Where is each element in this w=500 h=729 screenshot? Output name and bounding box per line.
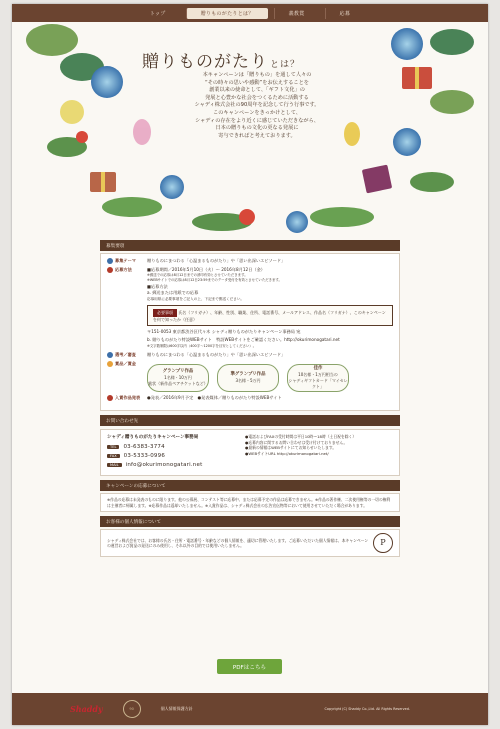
theme-label: 募集テーマ [115, 258, 136, 263]
apply-period-note: ※WEBサイトでの応募は8月12日23:59までのデータ受付を有効とさせていただきます。 [147, 277, 282, 282]
theme-label-wrap [107, 258, 147, 264]
award-count: 10名様・1万円相当の [298, 372, 338, 378]
contact-fax [107, 453, 237, 459]
campaign-notes-heading: キャンペーンの応募について [100, 480, 400, 491]
apply-method-b-note: ※文字数制限は600字以内（400字〜1200字を目安としてください）。 [147, 344, 257, 349]
award-extra: シャディギフトカード「マイセレクト」 [288, 378, 348, 390]
theme-value: 贈りものにまつわる「心温まるものがたり」や「思い出深いエピソード」 [147, 258, 286, 263]
required-items-tag: 必要事項 [153, 309, 177, 317]
shaddy-logo[interactable]: Shaddy [70, 704, 103, 714]
privacy-policy-link[interactable]: 個人情報保護方針 [160, 706, 193, 711]
apply-method-title: ■応募方法 [147, 284, 168, 290]
tel-value[interactable]: 03-6383-3774 [123, 444, 165, 451]
contact-mail [107, 462, 237, 468]
hero-line: 寄与できればと考えております。 [218, 132, 296, 139]
award-honorable [287, 364, 349, 392]
nav-item-award[interactable]: 義教賞 [274, 8, 319, 19]
overview-panel [100, 253, 400, 411]
hero-line: シャディ株式会社の90周年を記念して行う行事です。 [194, 102, 320, 109]
tel-tag: TEL [107, 445, 119, 449]
overview-heading: 募集要項 [100, 240, 400, 251]
apply-value [147, 267, 393, 349]
award-extra: 賞状（新作品ペアチケットなど） [148, 381, 208, 387]
prize-value [147, 361, 393, 392]
pdf-download-button[interactable]: PDFはこちら [217, 659, 282, 674]
flower-icon [107, 352, 113, 358]
required-items-box [147, 305, 393, 326]
mail-link[interactable]: info@okurimonogatari.net [125, 462, 203, 469]
award-name: 佳作 [313, 366, 323, 372]
apply-period: ■応募期間／2016年5月10日（火）〜 2016年8月12日（金） [147, 267, 265, 272]
award-name: グランプリ作品 [162, 369, 194, 375]
hero-title-suffix: とは？ [270, 60, 301, 70]
page-frame [12, 4, 488, 725]
privacy-heading: お客様の個人情報について [100, 516, 400, 527]
flower-icon [107, 258, 113, 264]
award-name: 準グランプリ作品 [230, 372, 266, 378]
hero-banner [12, 22, 488, 242]
award-runner-up [217, 364, 279, 392]
mail-tag: MAIL [107, 463, 122, 467]
contact-note: ●電話およびFAXの受付時間は平日10時〜18時（土日祝を除く） [245, 434, 357, 440]
award-count: 1名様・10万円 [164, 375, 192, 381]
apply-address: 〒151-0053 東京都渋谷区代々木 シャディ贈りものがたりキャンペーン事務局 宛 [147, 329, 301, 335]
award-list [147, 364, 393, 392]
contact-note: ●応募内容に関するお問い合わせは受け付けておりません。 [245, 439, 348, 445]
content-area [100, 240, 400, 557]
hero-line: 日本の贈りもの文化の更なる発展に [215, 125, 299, 132]
result-label-wrap [107, 395, 147, 401]
result-row [107, 395, 393, 401]
privacy-text: シャディ株式会社では、お客様の氏名・住所・電話番号・年齢などの個人情報を、適切に管理いたします。ご応募いただいた個人情報は、本キャンペーンの運営および賞品の発送にのみ使用し、それ以外の目的では使用いたしません。 [107, 537, 369, 549]
nav-item-top[interactable]: トップ [149, 10, 166, 17]
award-grand-prix [147, 364, 209, 392]
fax-value: 03-5333-0996 [123, 453, 166, 460]
hero-line: 発展と心豊かな社会をつくるために活動する [205, 94, 309, 101]
apply-label: 応募方法 [115, 267, 132, 272]
hero-line: 創業以来の使命として、「ギフト文化」の [209, 87, 305, 94]
result-label: 入賞作品発表 [115, 395, 141, 401]
top-nav [12, 4, 488, 22]
apply-method-b: b. 贈りものがたり特設WEBサイト 特設WEBサイトをご確認ください。http://okurimonogatari.net [147, 337, 340, 343]
fax-tag: FAX [107, 454, 120, 458]
nav-item-apply[interactable]: 応募 [325, 8, 365, 19]
hero-line: シャディの存在をより近くに感じていただきながら、 [195, 117, 319, 124]
hero-description [172, 72, 342, 140]
prize-row [107, 361, 393, 392]
nav-item-about[interactable]: 贈りものがたりとは？ [186, 8, 268, 19]
contact-note: ●WEBサイトURL http://okurimonogatari.net/ [245, 450, 329, 456]
theme-row [107, 258, 393, 264]
privacy-mark-icon: P [373, 533, 393, 553]
flower-icon [107, 361, 113, 367]
campaign-notes-panel: ※作品の応募は未発表のものに限ります。他の公募展、コンテスト等に応募中、または応募予定の作品は応募できません。※作品の著作権、二次使用権等の一切の権利は主催者に帰属します。※応募作品は返却いたしません。※入賞作品は、シャディ株式会社の広告宣伝物等において使用させていただく場合があります。 [100, 493, 400, 512]
apply-row [107, 267, 393, 349]
apply-method-a-note: 応募用紙に必要事項をご記入の上、下記まで郵送ください。 [147, 297, 245, 302]
apply-label-wrap [107, 267, 147, 349]
anniversary-emblem-icon: 90 [123, 700, 141, 718]
contact-details [107, 434, 237, 471]
judge-value: 贈りものにまつわる「心温まるものがたり」や「思い出深いエピソード」 [147, 352, 286, 358]
required-items-text: 氏名（フリガナ）、年齢、性別、職業、住所、電話番号、メールアドレス、作品名（フリガナ）、このキャンペーンを何で知ったか（任意） [153, 310, 386, 322]
judge-row [107, 352, 393, 358]
hero-line: 本キャンペーンは「贈りもの」を通して人々の [202, 72, 312, 78]
privacy-panel [100, 529, 400, 557]
contact-panel [100, 429, 400, 476]
judge-label-wrap [107, 352, 147, 358]
prize-label: 賞品／賞金 [115, 361, 136, 367]
apply-period-note: ※郵送での応募は8月12日までの消印有効とさせていただきます。 [147, 273, 248, 277]
hero-title-main: 贈りものがたり [142, 52, 268, 72]
gift-icon [107, 267, 113, 273]
apply-method-a: a. 郵送または用紙での応募 [147, 290, 199, 296]
hero-title [142, 47, 300, 72]
contact-heading: お問い合わせ先 [100, 415, 400, 426]
hero-line: “その時々の思いや感動”をお伝えすることを [205, 79, 309, 86]
prize-label-wrap [107, 361, 147, 392]
contact-note: ●最新の情報はWEBサイトにてお知らせいたします。 [245, 445, 337, 451]
footer [12, 693, 488, 725]
result-value: ●発表／2016年9月予定 ●発表媒体／贈りものがたり特設WEBサイト [147, 395, 282, 401]
contact-notes [245, 434, 393, 471]
hero-line: このキャンペーンをきっかけとして、 [213, 109, 301, 116]
judge-label: 選考／審査 [115, 352, 136, 358]
flower-icon [107, 395, 113, 401]
award-count: 3名様・5万円 [235, 378, 261, 384]
contact-name: シャディ贈りものがたりキャンペーン事務局 [107, 435, 199, 441]
contact-tel [107, 444, 237, 450]
copyright: Copyright (C) Shaddy Co.,Ltd. All Rights Reserved. [324, 707, 410, 711]
